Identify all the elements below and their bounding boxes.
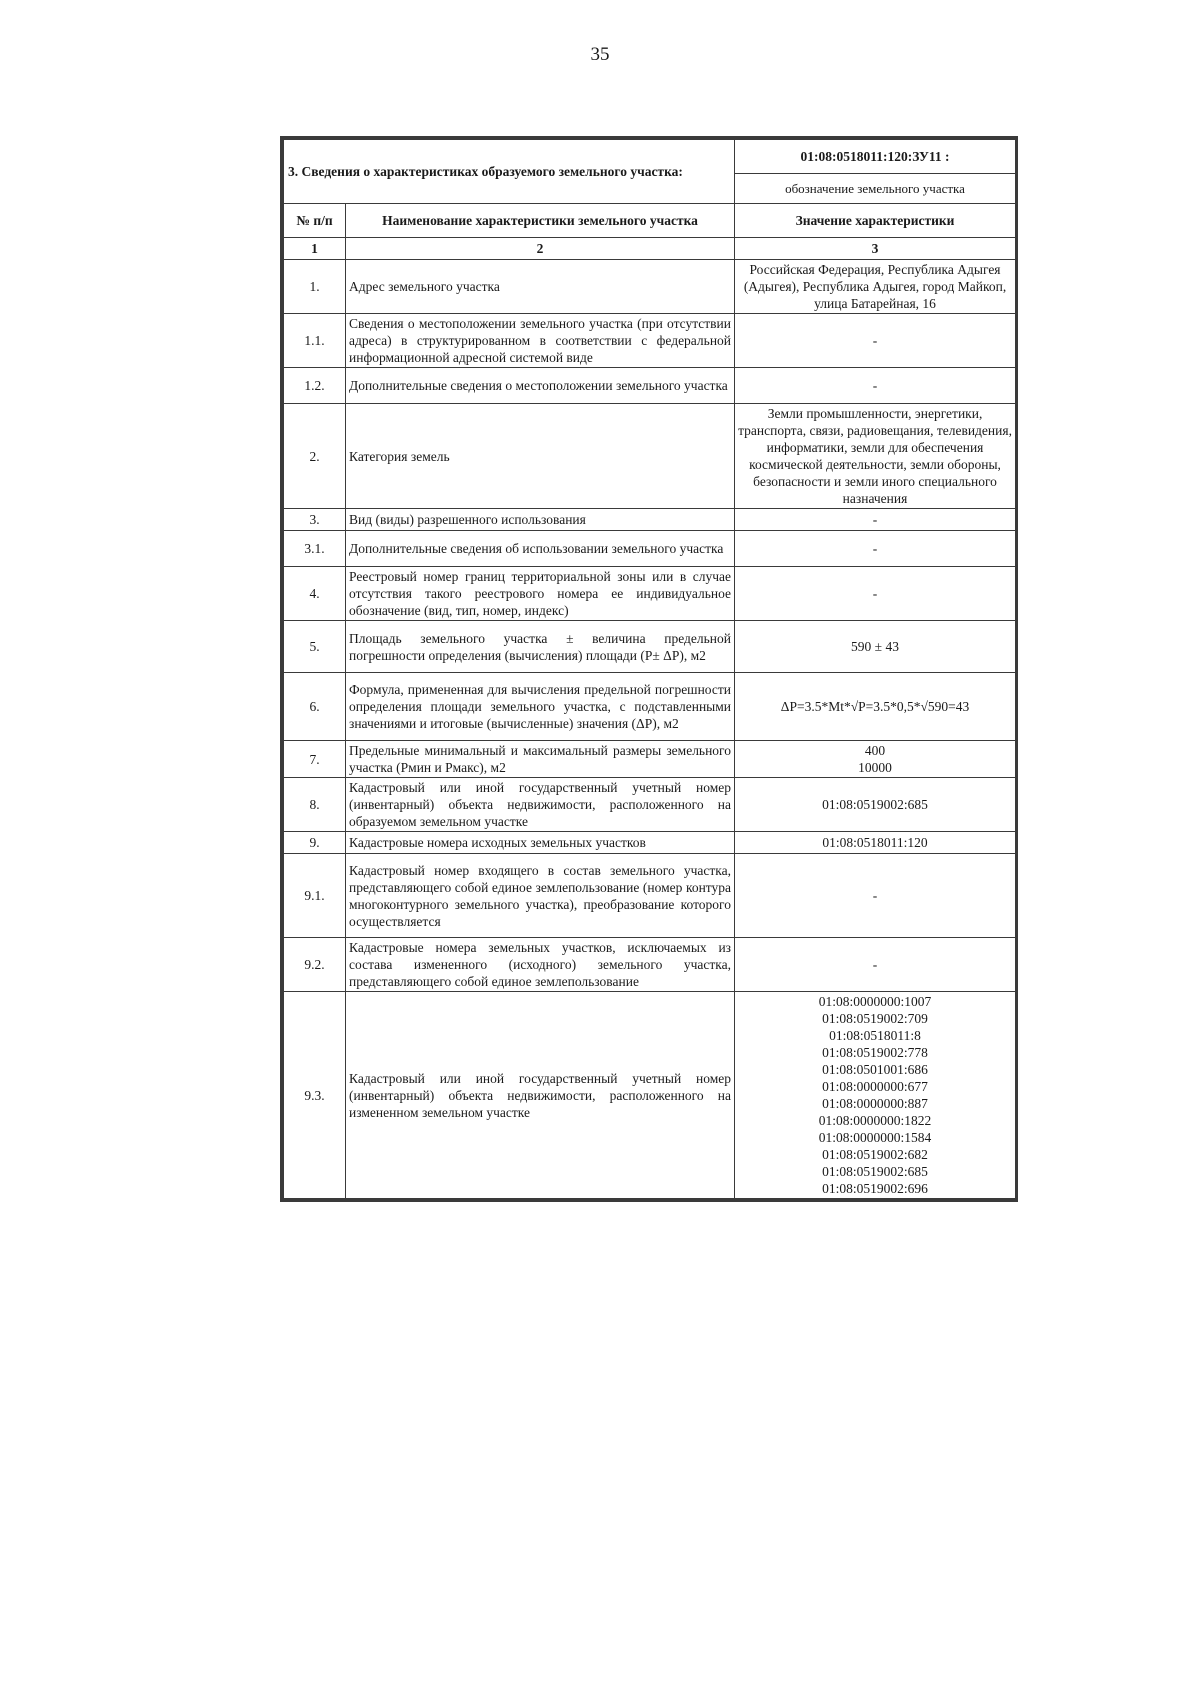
row-characteristic-value: - [735, 854, 1016, 938]
row-number: 2. [284, 404, 346, 509]
row-characteristic-name: Площадь земельного участка ± величина предельной погрешности определения (вычисления) площади (P± ΔP), м2 [346, 621, 735, 673]
row-characteristic-name: Дополнительные сведения об использовании земельного участка [346, 531, 735, 567]
column-number-2: 2 [346, 238, 735, 260]
column-header-value: Значение характеристики [735, 204, 1016, 238]
row-characteristic-name: Вид (виды) разрешенного использования [346, 509, 735, 531]
row-characteristic-name: Кадастровый или иной государственный учетный номер (инвентарный) объекта недвижимости, расположенного на образуемом земельном участке [346, 778, 735, 832]
page-number: 35 [590, 44, 610, 65]
table-row [284, 938, 1016, 992]
characteristics-table [283, 139, 1016, 1199]
row-characteristic-value: - [735, 314, 1016, 368]
row-characteristic-value: - [735, 368, 1016, 404]
row-number: 5. [284, 621, 346, 673]
row-characteristic-value [735, 741, 1016, 778]
parcel-caption: обозначение земельного участка [735, 174, 1016, 204]
row-characteristic-value: - [735, 531, 1016, 567]
table-row [284, 368, 1016, 404]
row-characteristic-value: - [735, 938, 1016, 992]
column-number-1: 1 [284, 238, 346, 260]
row-characteristic-name: Предельные минимальный и максимальный размеры земельного участка (Pмин и Pмакс), м2 [346, 741, 735, 778]
row-number: 3.1. [284, 531, 346, 567]
value-line: 01:08:0518011:8 [829, 1028, 921, 1043]
value-line: 01:08:0519002:709 [822, 1011, 928, 1026]
table-row [284, 531, 1016, 567]
row-characteristic-name: Дополнительные сведения о местоположении земельного участка [346, 368, 735, 404]
row-number: 1.1. [284, 314, 346, 368]
row-characteristic-name: Кадастровые номера исходных земельных участков [346, 832, 735, 854]
row-characteristic-name: Адрес земельного участка [346, 260, 735, 314]
row-characteristic-name: Кадастровый номер входящего в состав земельного участка, представляющего собой единое землепользование (номер контура многоконтурного земельного участка), преобразование которого осуществляется [346, 854, 735, 938]
table-row [284, 509, 1016, 531]
row-characteristic-value: - [735, 567, 1016, 621]
row-number: 4. [284, 567, 346, 621]
row-characteristic-value: 01:08:0518011:120 [735, 832, 1016, 854]
value-line: 01:08:0519002:778 [822, 1045, 928, 1060]
value-line: 01:08:0000000:1584 [818, 1130, 932, 1145]
value-line: 01:08:0519002:682 [822, 1147, 928, 1162]
table-row [284, 992, 1016, 1199]
row-number: 9. [284, 832, 346, 854]
table-row [284, 854, 1016, 938]
row-number: 9.1. [284, 854, 346, 938]
table-row [284, 567, 1016, 621]
value-line: 01:08:0519002:685 [822, 1164, 928, 1179]
row-number: 8. [284, 778, 346, 832]
table-header-row [284, 140, 1016, 174]
row-characteristic-name: Сведения о местоположении земельного участка (при отсутствии адреса) в структурированном в соответствии с федеральной информационной адресной системой виде [346, 314, 735, 368]
row-number: 9.2. [284, 938, 346, 992]
section-title: 3. Сведения о характеристиках образуемого земельного участка: [284, 140, 735, 204]
table-row [284, 260, 1016, 314]
row-characteristic-name: Формула, примененная для вычисления предельной погрешности определения площади земельного участка, с подставленными значениями и итоговые (вычисленные) значения (ΔP), м2 [346, 673, 735, 741]
column-number-row [284, 238, 1016, 260]
row-number: 9.3. [284, 992, 346, 1199]
column-header-row [284, 204, 1016, 238]
row-number: 1. [284, 260, 346, 314]
table-row [284, 832, 1016, 854]
row-characteristic-name: Кадастровый или иной государственный учетный номер (инвентарный) объекта недвижимости, расположенного на измененном земельном участке [346, 992, 735, 1199]
column-number-3: 3 [735, 238, 1016, 260]
row-characteristic-name: Реестровый номер границ территориальной зоны или в случае отсутствия такого реестрового номера ее индивидуальное обозначение (вид, тип, номер, индекс) [346, 567, 735, 621]
value-line: 01:08:0000000:887 [822, 1096, 928, 1111]
row-characteristic-value: ΔP=3.5*Mt*√P=3.5*0,5*√590=43 [735, 673, 1016, 741]
row-characteristic-value: 590 ± 43 [735, 621, 1016, 673]
row-number: 3. [284, 509, 346, 531]
parcel-code: 01:08:0518011:120:ЗУ11 : [735, 140, 1016, 174]
table-row [284, 673, 1016, 741]
column-header-num: № п/п [284, 204, 346, 238]
value-line: 01:08:0519002:696 [822, 1181, 928, 1196]
table-row [284, 741, 1016, 778]
row-number: 6. [284, 673, 346, 741]
row-characteristic-value: Земли промышленности, энергетики, транспорта, связи, радиовещания, телевидения, информатики, земли для обеспечения космической деятельности, земли обороны, безопасности и земли иного специального назначения [735, 404, 1016, 509]
row-characteristic-value [735, 992, 1016, 1199]
value-line: 10000 [858, 760, 892, 775]
land-parcel-characteristics-table [280, 136, 1018, 1202]
row-characteristic-name: Категория земель [346, 404, 735, 509]
table-row [284, 314, 1016, 368]
value-line: 01:08:0000000:1822 [818, 1113, 932, 1128]
value-line: 01:08:0000000:1007 [818, 994, 932, 1009]
row-number: 7. [284, 741, 346, 778]
row-characteristic-value: Российская Федерация, Республика Адыгея (Адыгея), Республика Адыгея, город Майкоп, улица Батарейная, 16 [735, 260, 1016, 314]
row-characteristic-name: Кадастровые номера земельных участков, исключаемых из состава измененного (исходного) земельного участка, представляющего собой единое землепользование [346, 938, 735, 992]
value-line: 01:08:0501001:686 [822, 1062, 928, 1077]
value-line: 01:08:0000000:677 [822, 1079, 928, 1094]
table-row [284, 778, 1016, 832]
row-characteristic-value: 01:08:0519002:685 [735, 778, 1016, 832]
row-characteristic-value: - [735, 509, 1016, 531]
column-header-name: Наименование характеристики земельного участка [346, 204, 735, 238]
value-line: 400 [864, 743, 886, 758]
table-row [284, 621, 1016, 673]
table-row [284, 404, 1016, 509]
row-number: 1.2. [284, 368, 346, 404]
